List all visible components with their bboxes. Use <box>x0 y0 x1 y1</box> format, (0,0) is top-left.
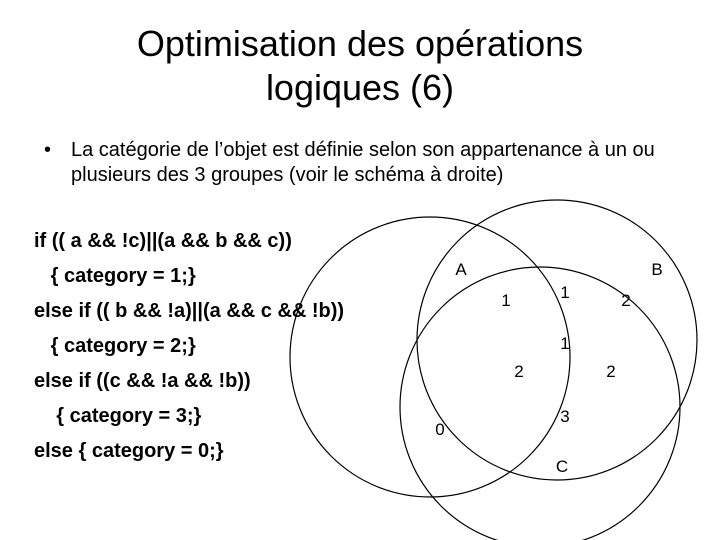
bullet-dot: • <box>44 139 52 161</box>
code-line: { category = 1;} <box>34 265 196 287</box>
code-line: { category = 3;} <box>34 405 202 427</box>
venn-region-a-and-b: 1 <box>560 283 570 302</box>
venn-region-c-only: 3 <box>560 407 570 426</box>
venn-region-a-and-c: 2 <box>514 362 524 381</box>
code-line: else { category = 0;} <box>34 440 224 462</box>
code-line: if (( a && !c)||(a && b && c)) <box>34 230 292 252</box>
code-line: { category = 2;} <box>34 335 196 357</box>
bullet-text: La catégorie de l’objet est définie selon son appartenance à un ou plusieurs des 3 groupes (voir le schéma à droite) <box>71 139 655 186</box>
venn-region-a-b-c: 1 <box>560 334 570 353</box>
venn-region-a-only: 1 <box>501 291 511 310</box>
venn-region-b-and-c: 2 <box>606 362 616 381</box>
venn-circle-c-main <box>400 267 680 540</box>
venn-label-c: C <box>555 457 569 476</box>
venn-label-a: A <box>455 260 467 279</box>
venn-region-outside: 0 <box>435 420 445 439</box>
venn-label-b: B <box>651 260 663 279</box>
code-line: else if (( b && !a)||(a && c && !b)) <box>34 300 345 322</box>
venn-circle-a-main <box>290 217 570 497</box>
venn-circle-b-main <box>417 200 697 480</box>
slide-title-line-2: logiques (6) <box>265 67 455 108</box>
code-line: else if ((c && !a && !b)) <box>34 370 251 392</box>
venn-region-b-only: 2 <box>621 291 631 310</box>
slide-title-line-1: Optimisation des opérations <box>136 23 584 64</box>
